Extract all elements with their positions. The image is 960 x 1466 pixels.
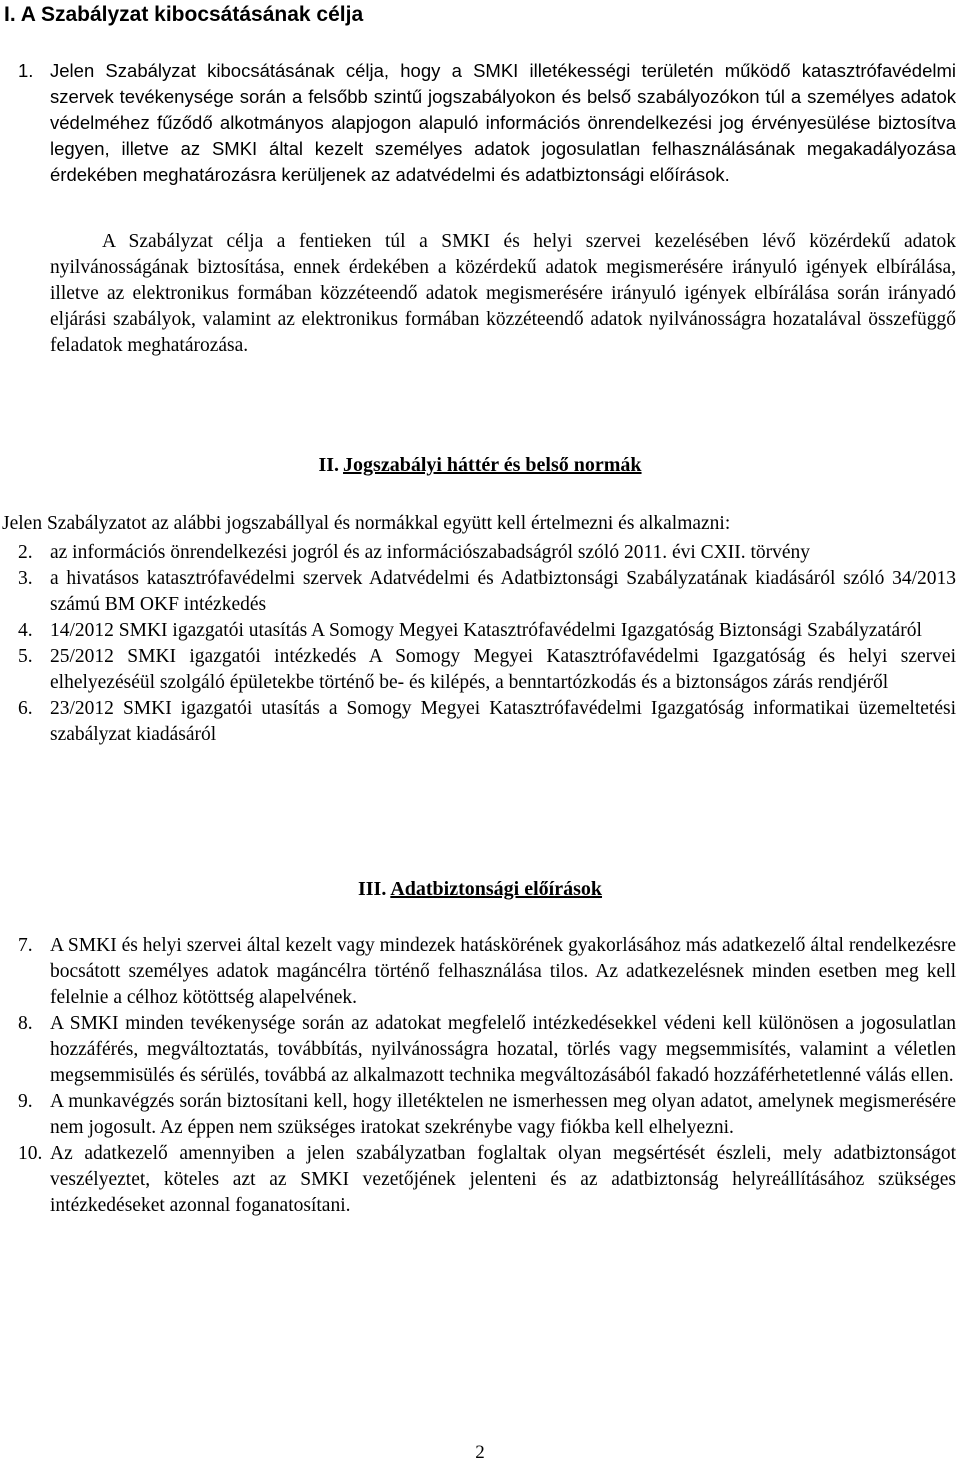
section-2-roman: II. — [318, 454, 340, 476]
section-1-body — [18, 58, 956, 188]
list-item-text: 14/2012 SMKI igazgatói utasítás A Somogy Megyei Katasztrófavédelmi Igazgatóság Biztonsági Szabályzatáról — [50, 620, 922, 641]
list-item-number: 2. — [18, 542, 33, 563]
list-item-number: 6. — [18, 698, 33, 719]
page-number: 2 — [475, 1442, 485, 1463]
list-item-3 — [18, 566, 956, 618]
list-item-2 — [18, 540, 956, 566]
list-item-6 — [18, 696, 956, 748]
list-item-number: 10. — [18, 1143, 43, 1164]
list-item-7 — [18, 933, 956, 1011]
section-3-roman: III. — [357, 878, 387, 900]
list-item-text: Az adatkezelő amennyiben a jelen szabályzatban foglaltak olyan megsértését észleli, mely adatbiztonságot veszélyeztet, köteles azt az SMKI vezetőjének jelenteni és az adatbiztonság helyreállításához szükséges intézkedéseket azonnal foganatosítani. — [50, 1143, 956, 1216]
section-1-paragraph-2: A Szabályzat célja a fentieken túl a SMKI és helyi szervei kezelésében lévő közérdekű adatok nyilvánosságának biztosítása, ennek érdekében a közérdekű adatok megismerésére irányuló igények elbírálása, illetve az elektronikus formában közzéteendő adatok megismerésére irányuló igények elbírálása során irányadó eljárási szabályok, valamint az elektronikus formában közzéteendő adatok nyilvánosságra hozatalával összefüggő feladatok meghatározása. — [50, 231, 956, 356]
list-item-text: A munkavégzés során biztosítani kell, hogy illetéktelen ne ismerhessen meg olyan adatot, amelynek megismerésére nem jogosult. Az éppen nem szükséges iratokat szekrénybe vagy fiókba kell elhelyezni. — [50, 1091, 956, 1138]
list-item-number: 8. — [18, 1013, 33, 1034]
section-2-intro: Jelen Szabályzatot az alábbi jogszabállyal és normákkal együtt kell értelmezni és alkalmazni: — [2, 513, 731, 534]
section-1-paragraph-2-block — [18, 229, 956, 359]
list-item-4 — [18, 618, 956, 644]
list-item-9 — [18, 1089, 956, 1141]
list-item-8 — [18, 1011, 956, 1089]
section-3-heading — [0, 876, 960, 902]
list-item-text: A SMKI és helyi szervei által kezelt vagy mindezek hatáskörének gyakorlásához más adatkezelő által rendelkezésre bocsátott személyes adatok magáncélra történő felhasználása tilos. Az adatkezelésnek minden esetben meg kell felelnie a célhoz kötöttség alapelvének. — [50, 935, 956, 1008]
list-item-5 — [18, 644, 956, 696]
section-1-heading: I. A Szabályzat kibocsátásának célja — [4, 3, 364, 26]
section-2-title: Jogszabályi háttér és belső normák — [343, 454, 642, 476]
list-item-number: 5. — [18, 646, 33, 667]
section-3-list — [18, 933, 956, 1219]
section-3-title: Adatbiztonsági előírások — [390, 878, 603, 900]
list-item-number: 3. — [18, 568, 33, 589]
list-item-text: 25/2012 SMKI igazgatói intézkedés A Somogy Megyei Katasztrófavédelmi Igazgatóság és helyi szervei elhelyezéséül szolgáló épületekbe történő be- és kilépés, a benntartózkodás és a biztonságos zárás rendjéről — [50, 646, 956, 693]
list-item-number: 9. — [18, 1091, 33, 1112]
list-item-number: 1. — [18, 60, 34, 81]
list-item-1 — [18, 58, 956, 188]
list-item-10 — [18, 1141, 956, 1219]
list-item-text: 23/2012 SMKI igazgatói utasítás a Somogy Megyei Katasztrófavédelmi Igazgatóság informatikai üzemeltetési szabályzat kiadásáról — [50, 698, 956, 745]
section-2-heading — [0, 452, 960, 478]
section-2-list — [18, 540, 956, 748]
list-item-text: a hivatásos katasztrófavédelmi szervek Adatvédelmi és Adatbiztonsági Szabályzatának kiadásáról szóló 34/2013 számú BM OKF intézkedés — [50, 568, 956, 615]
list-item-number: 7. — [18, 935, 33, 956]
list-item-text: Jelen Szabályzat kibocsátásának célja, hogy a SMKI illetékességi területén működő katasztrófavédelmi szervek tevékenysége során a felsőbb szintű jogszabályokon és belső szabályozókon túl a személyes adatok védelméhez fűződő alkotmányos alapjogon alapuló információs önrendelkezési jog érvényesülése biztosítva legyen, illetve az SMKI által kezelt személyes adatok jogosulatlan felhasználásának megakadályozása érdekében meghatározásra kerüljenek az adatvédelmi és adatbiztonsági előírások. — [50, 60, 956, 185]
list-item-text: A SMKI minden tevékenysége során az adatokat megfelelő intézkedésekkel védeni kell különösen a jogosulatlan hozzáférés, megváltoztatás, továbbítás, nyilvánosságra hozatal, törlés vagy megsemmisítés, valamint a véletlen megsemmisülés és sérülés, továbbá az alkalmazott technika megváltozásából fakadó hozzáférhetetlenné válás ellen. — [50, 1013, 956, 1086]
list-item-text: az információs önrendelkezési jogról és az információszabadságról szóló 2011. évi CXII. törvény — [50, 542, 811, 563]
list-item-number: 4. — [18, 620, 33, 641]
